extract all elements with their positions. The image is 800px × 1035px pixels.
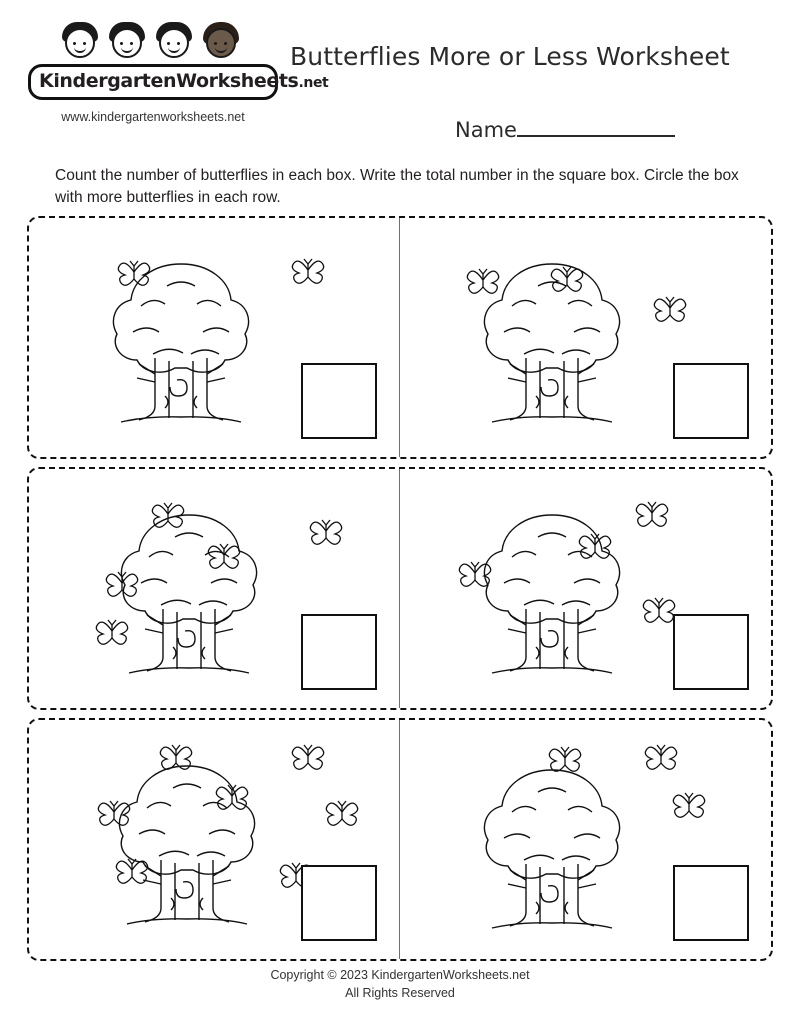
- table-row: [27, 718, 773, 961]
- exercise-cell[interactable]: [400, 469, 771, 708]
- table-row: [27, 467, 773, 710]
- answer-box[interactable]: [301, 865, 377, 941]
- butterfly-icon: [642, 595, 676, 623]
- instructions-text: Count the number of butterflies in each box. Write the total number in the square box. Circle the box with more butterflies in each row.: [55, 167, 739, 207]
- answer-box[interactable]: [673, 865, 749, 941]
- butterfly-icon: [117, 258, 151, 286]
- butterfly-icon: [95, 617, 129, 645]
- exercise-cell[interactable]: [29, 218, 400, 457]
- answer-box[interactable]: [673, 363, 749, 439]
- exercise-cell[interactable]: [400, 720, 771, 959]
- butterfly-icon: [215, 782, 249, 810]
- butterfly-icon: [325, 798, 359, 826]
- butterfly-icon: [653, 294, 687, 322]
- logo-word-kindergarten: Kindergarten: [39, 70, 177, 92]
- site-url: www.kindergartenworksheets.net: [61, 109, 245, 124]
- butterfly-icon: [550, 264, 584, 292]
- butterfly-icon: [207, 541, 241, 569]
- kid-icon-2: [105, 22, 149, 64]
- butterfly-icon: [644, 742, 678, 770]
- butterfly-icon: [466, 266, 500, 294]
- name-label: Name: [455, 118, 517, 142]
- butterfly-icon: [548, 744, 582, 772]
- page-footer: [0, 966, 800, 1002]
- butterfly-icon: [291, 742, 325, 770]
- answer-box[interactable]: [301, 614, 377, 690]
- butterfly-icon: [105, 569, 139, 597]
- butterfly-icon: [672, 790, 706, 818]
- logo-word-net: .net: [298, 75, 329, 91]
- tree-icon: [452, 752, 652, 937]
- page-title: Butterflies More or Less Worksheet: [290, 42, 730, 71]
- logo-wordmark: [28, 64, 329, 100]
- butterfly-icon: [578, 531, 612, 559]
- name-input-blank[interactable]: [517, 118, 675, 137]
- worksheet-rows: [27, 216, 773, 969]
- butterfly-icon: [291, 256, 325, 284]
- page-header: [0, 18, 800, 148]
- kid-icon-1: [58, 22, 102, 64]
- name-field: [455, 118, 675, 142]
- kid-icon-3: [152, 22, 196, 64]
- tree-icon: [81, 246, 281, 431]
- butterfly-icon: [159, 742, 193, 770]
- tree-icon: [87, 748, 287, 933]
- tree-icon: [452, 497, 652, 682]
- butterfly-icon: [115, 856, 149, 884]
- copyright-text: Copyright © 2023 KindergartenWorksheets.net: [270, 968, 530, 982]
- logo-word-worksheets: Worksheets: [176, 70, 299, 92]
- site-logo: [28, 22, 329, 124]
- butterfly-icon: [151, 500, 185, 528]
- kids-illustration: [48, 22, 258, 64]
- butterfly-icon: [97, 798, 131, 826]
- table-row: [27, 216, 773, 459]
- kid-icon-4: [199, 22, 243, 64]
- butterfly-icon: [458, 559, 492, 587]
- exercise-cell[interactable]: [29, 720, 400, 959]
- butterfly-icon: [309, 517, 343, 545]
- exercise-cell[interactable]: [29, 469, 400, 708]
- butterfly-icon: [635, 499, 669, 527]
- answer-box[interactable]: [301, 363, 377, 439]
- exercise-cell[interactable]: [400, 218, 771, 457]
- answer-box[interactable]: [673, 614, 749, 690]
- rights-text: All Rights Reserved: [345, 986, 455, 1001]
